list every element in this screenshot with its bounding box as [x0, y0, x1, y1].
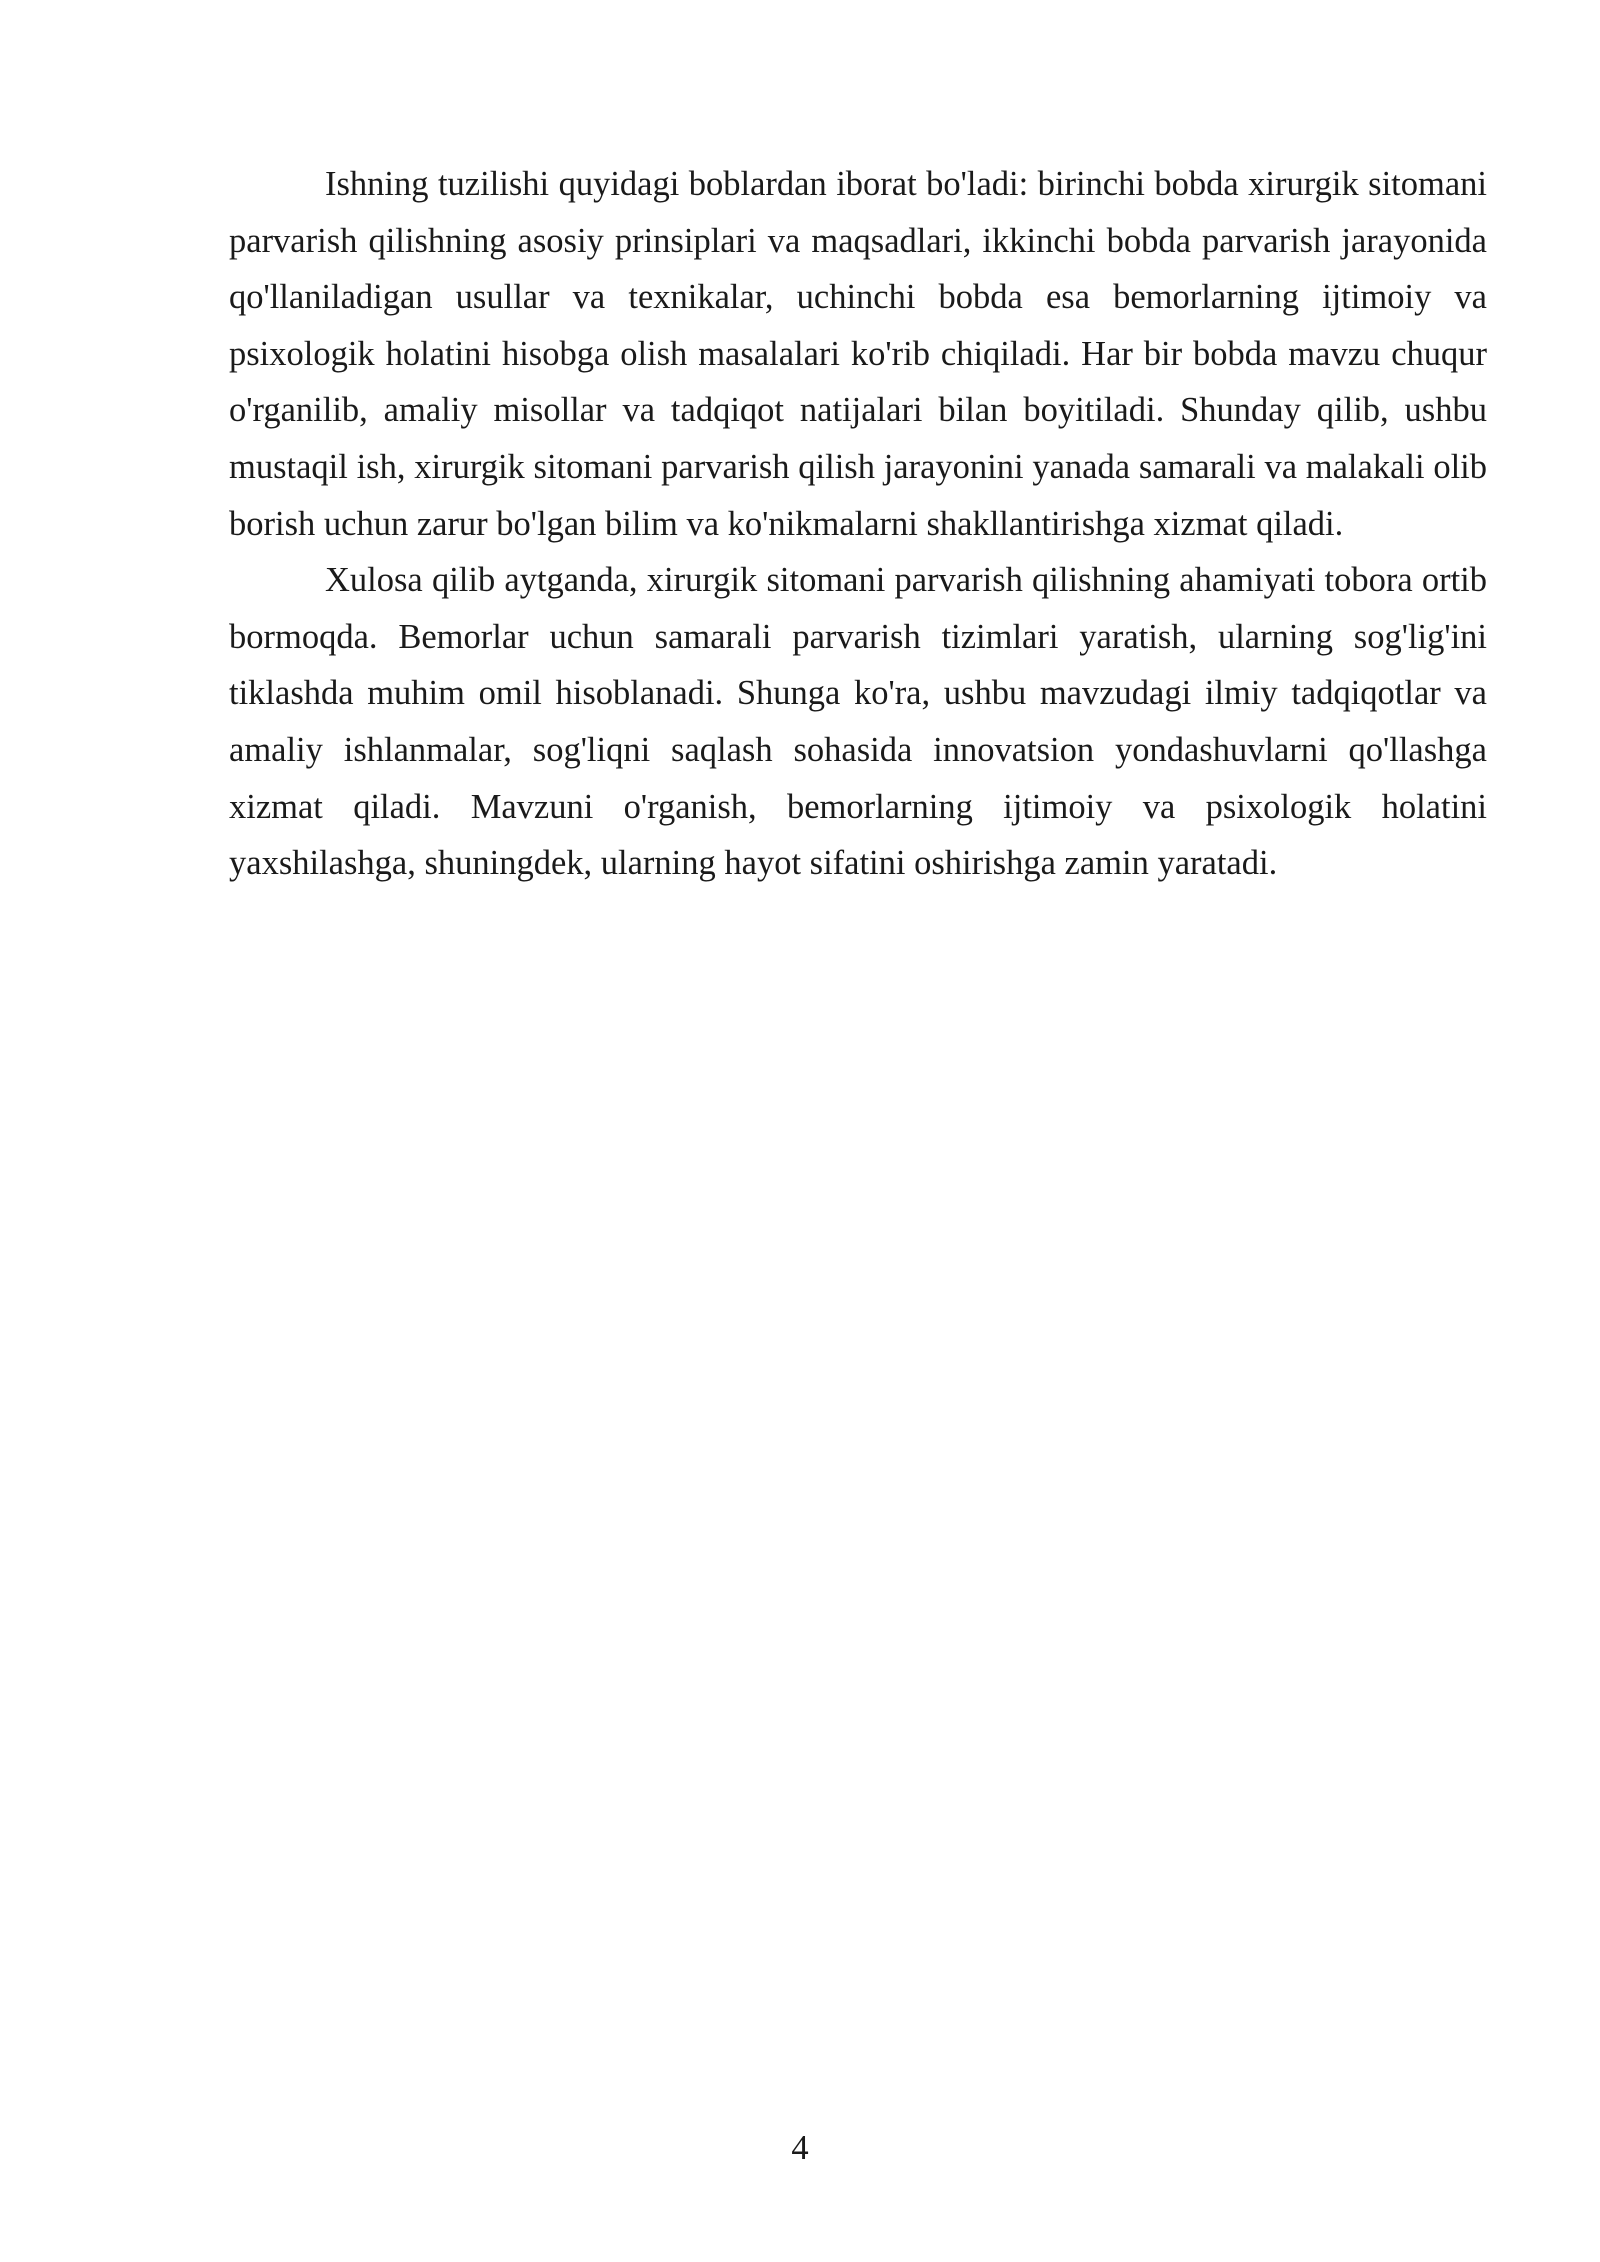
paragraph-structure: Ishning tuzilishi quyidagi boblardan iborat bo'ladi: birinchi bobda xirurgik sitomani parvarish qilishning asosiy prinsiplari va maqsadlari, ikkinchi bobda parvarish jarayonida qo'llaniladigan usullar va texnikalar, uchinchi bobda esa bemorlarning ijtimoiy va psixologik holatini hisobga olish masalalari ko'rib chiqiladi. Har bir bobda mavzu chuqur o'rganilib, amaliy misollar va tadqiqot natijalari bilan boyitiladi. Shunday qilib, ushbu mustaqil ish, xirurgik sitomani parvarish qilish jarayonini yanada samarali va malakali olib borish uchun zarur bo'lgan bilim va ko'nikmalarni shakllantirishga xizmat qiladi.	[229, 165, 1487, 543]
page-number: 4	[791, 2129, 809, 2167]
body-text	[229, 156, 1487, 892]
paragraph-conclusion: Xulosa qilib aytganda, xirurgik sitomani parvarish qilishning ahamiyati tobora ortib bormoqda. Bemorlar uchun samarali parvarish tizimlari yaratish, ularning sog'lig'ini tiklashda muhim omil hisoblanadi. Shunga ko'ra, ushbu mavzudagi ilmiy tadqiqotlar va amaliy ishlanmalar, sog'liqni saqlash sohasida innovatsion yondashuvlarni qo'llashga xizmat qiladi. Mavzuni o'rganish, bemorlarning ijtimoiy va psixologik holatini yaxshilashga, shuningdek, ularning hayot sifatini oshirishga zamin yaratadi.	[229, 561, 1487, 883]
